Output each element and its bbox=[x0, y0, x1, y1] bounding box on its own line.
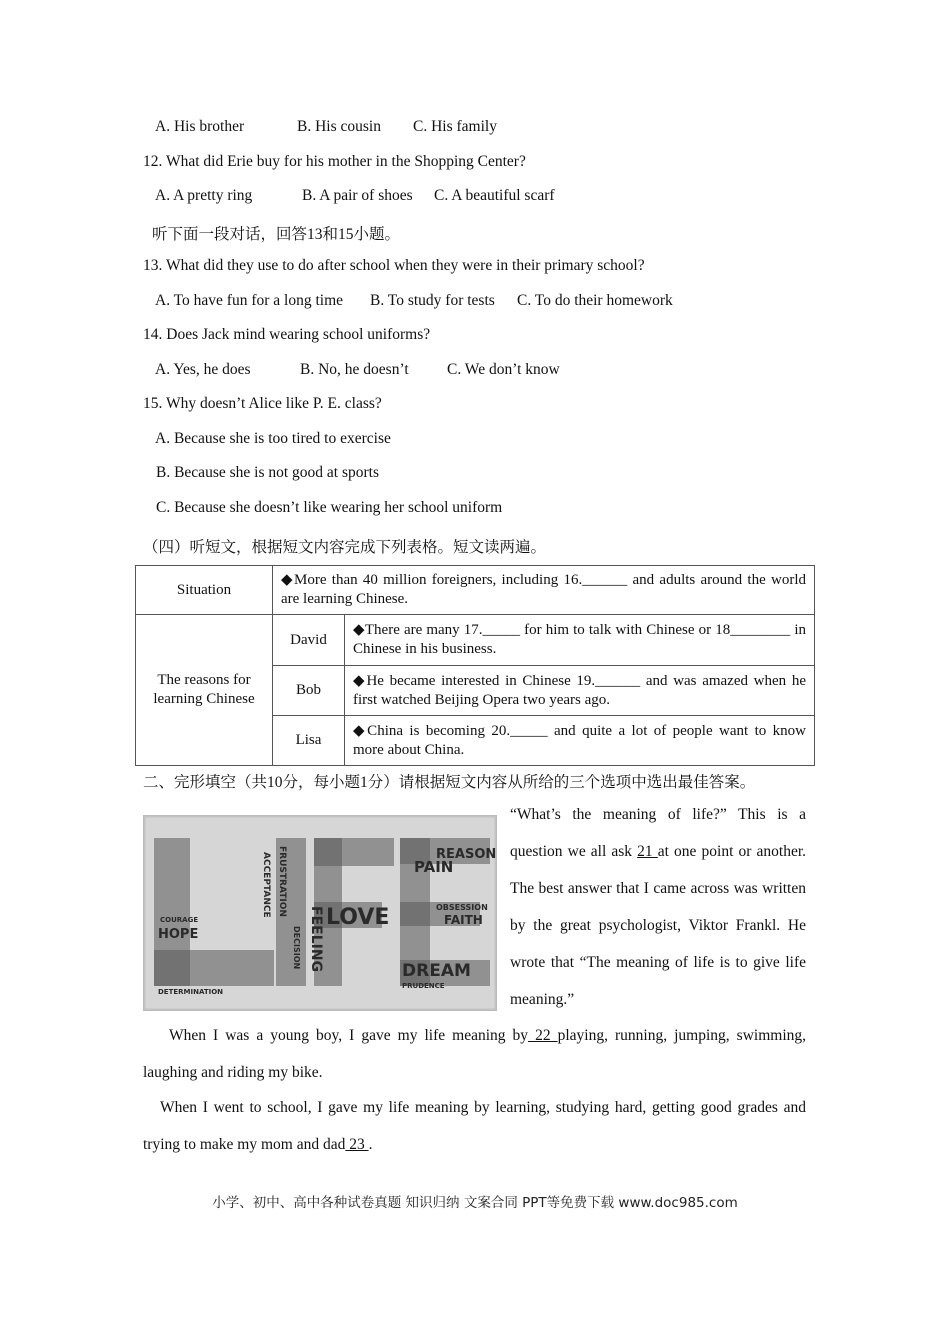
word-love: LOVE bbox=[326, 905, 390, 930]
part2-heading: 二、完形填空（共10分，每小题1分）请根据短文内容从所给的三个选项中选出最佳答案。 bbox=[143, 774, 756, 791]
q12-question: 12. What did Erie buy for his mother in the Shopping Center? bbox=[143, 153, 526, 170]
reason-text: ◆China is becoming 20._____ and quite a lot of people want to know more about China. bbox=[345, 716, 815, 766]
person-name: Bob bbox=[273, 666, 345, 716]
passage-p2-part-b: playing, running, jumping, swimming, laughing and riding my bike. bbox=[143, 1027, 806, 1081]
person-name: David bbox=[273, 615, 345, 666]
word-determination: DETERMINATION bbox=[158, 988, 224, 996]
word-reason: REASON bbox=[436, 847, 496, 862]
page-footer: 小学、初中、高中各种试卷真题 知识归纳 文案合同 PPT等免费下载 www.doc985.com bbox=[212, 1195, 738, 1211]
reason-text: ◆He became interested in Chinese 19.______ and was amazed when he first watched Beijing Opera two years ago. bbox=[345, 666, 815, 716]
q12-option-a: A. A pretty ring bbox=[155, 187, 253, 204]
reasons-label: The reasons for learning Chinese bbox=[136, 615, 273, 766]
passage-paragraph-2 bbox=[143, 1017, 806, 1091]
word-hope: HOPE bbox=[158, 927, 199, 942]
q13-option-c: C. To do their homework bbox=[517, 292, 673, 309]
q13-option-b: B. To study for tests bbox=[370, 292, 495, 309]
passage-p1-part-b: at one point or another. The best answer that I came across was written by the great psychologist, Viktor Frankl. He wrote that “The meaning of life is to give life meaning.” bbox=[510, 843, 806, 1008]
passage-p1-part-a: “What’s the meaning of life?” This is a question we all ask bbox=[510, 806, 806, 860]
q12-option-c: C. A beautiful scarf bbox=[434, 187, 555, 204]
word-feeling: FEELING bbox=[308, 906, 324, 973]
q15-option-c: C. Because she doesn’t like wearing her school uniform bbox=[156, 499, 503, 516]
q15-question: 15. Why doesn’t Alice like P. E. class? bbox=[143, 395, 382, 412]
q14-option-c: C. We don’t know bbox=[447, 361, 560, 378]
word-acceptance: ACCEPTANCE bbox=[261, 852, 271, 918]
word-dream: DREAM bbox=[402, 961, 471, 981]
blank-23: 23 bbox=[345, 1136, 369, 1153]
word-prudence: PRUDENCE bbox=[402, 982, 445, 990]
passage-p3-part-a: When I went to school, I gave my life meaning by learning, studying hard, getting good grades and trying to make my mom and dad bbox=[143, 1099, 806, 1153]
situation-label: Situation bbox=[136, 566, 273, 615]
word-faith: FAITH bbox=[444, 913, 483, 927]
q13-question: 13. What did they use to do after school when they were in their primary school? bbox=[143, 257, 645, 274]
section4-heading: （四）听短文，根据短文内容完成下列表格。短文读两遍。 bbox=[143, 539, 547, 556]
blank-21: 21 bbox=[637, 843, 658, 860]
listening-table bbox=[135, 565, 815, 766]
q15-option-a: A. Because she is too tired to exercise bbox=[155, 430, 391, 447]
reason-text: ◆There are many 17._____ for him to talk with Chinese or 18________ in Chinese in his business. bbox=[345, 615, 815, 666]
word-courage: COURAGE bbox=[160, 916, 199, 924]
instruction-13-15: 听下面一段对话，回答13和15小题。 bbox=[152, 226, 401, 243]
q11-option-c: C. His family bbox=[413, 118, 497, 135]
q12-option-b: B. A pair of shoes bbox=[302, 187, 413, 204]
q13-option-a: A. To have fun for a long time bbox=[155, 292, 344, 309]
passage-paragraph-1 bbox=[510, 796, 806, 1018]
word-obsession: OBSESSION bbox=[436, 903, 488, 912]
life-word-cloud-svg bbox=[144, 816, 496, 1010]
q11-option-a: A. His brother bbox=[155, 118, 245, 135]
q14-option-a: A. Yes, he does bbox=[155, 361, 251, 378]
table-row bbox=[136, 615, 815, 666]
word-pain: PAIN bbox=[414, 858, 454, 876]
passage-p2-part-a: When I was a young boy, I gave my life meaning by bbox=[169, 1027, 529, 1044]
life-word-cloud-image bbox=[143, 815, 497, 1011]
q11-option-b: B. His cousin bbox=[297, 118, 381, 135]
situation-text: ◆More than 40 million foreigners, including 16.______ and adults around the world are learning Chinese. bbox=[273, 566, 815, 615]
passage-paragraph-3 bbox=[143, 1089, 806, 1163]
word-frustration: FRUSTRATION bbox=[277, 846, 287, 917]
q14-option-b: B. No, he doesn’t bbox=[300, 361, 409, 378]
blank-22: 22 bbox=[528, 1027, 558, 1044]
q15-option-b: B. Because she is not good at sports bbox=[156, 464, 380, 481]
passage-p3-part-b: . bbox=[368, 1136, 373, 1153]
q14-question: 14. Does Jack mind wearing school uniforms? bbox=[143, 326, 431, 343]
table-row bbox=[136, 566, 815, 615]
word-decision: DECISION bbox=[292, 926, 301, 970]
person-name: Lisa bbox=[273, 716, 345, 766]
